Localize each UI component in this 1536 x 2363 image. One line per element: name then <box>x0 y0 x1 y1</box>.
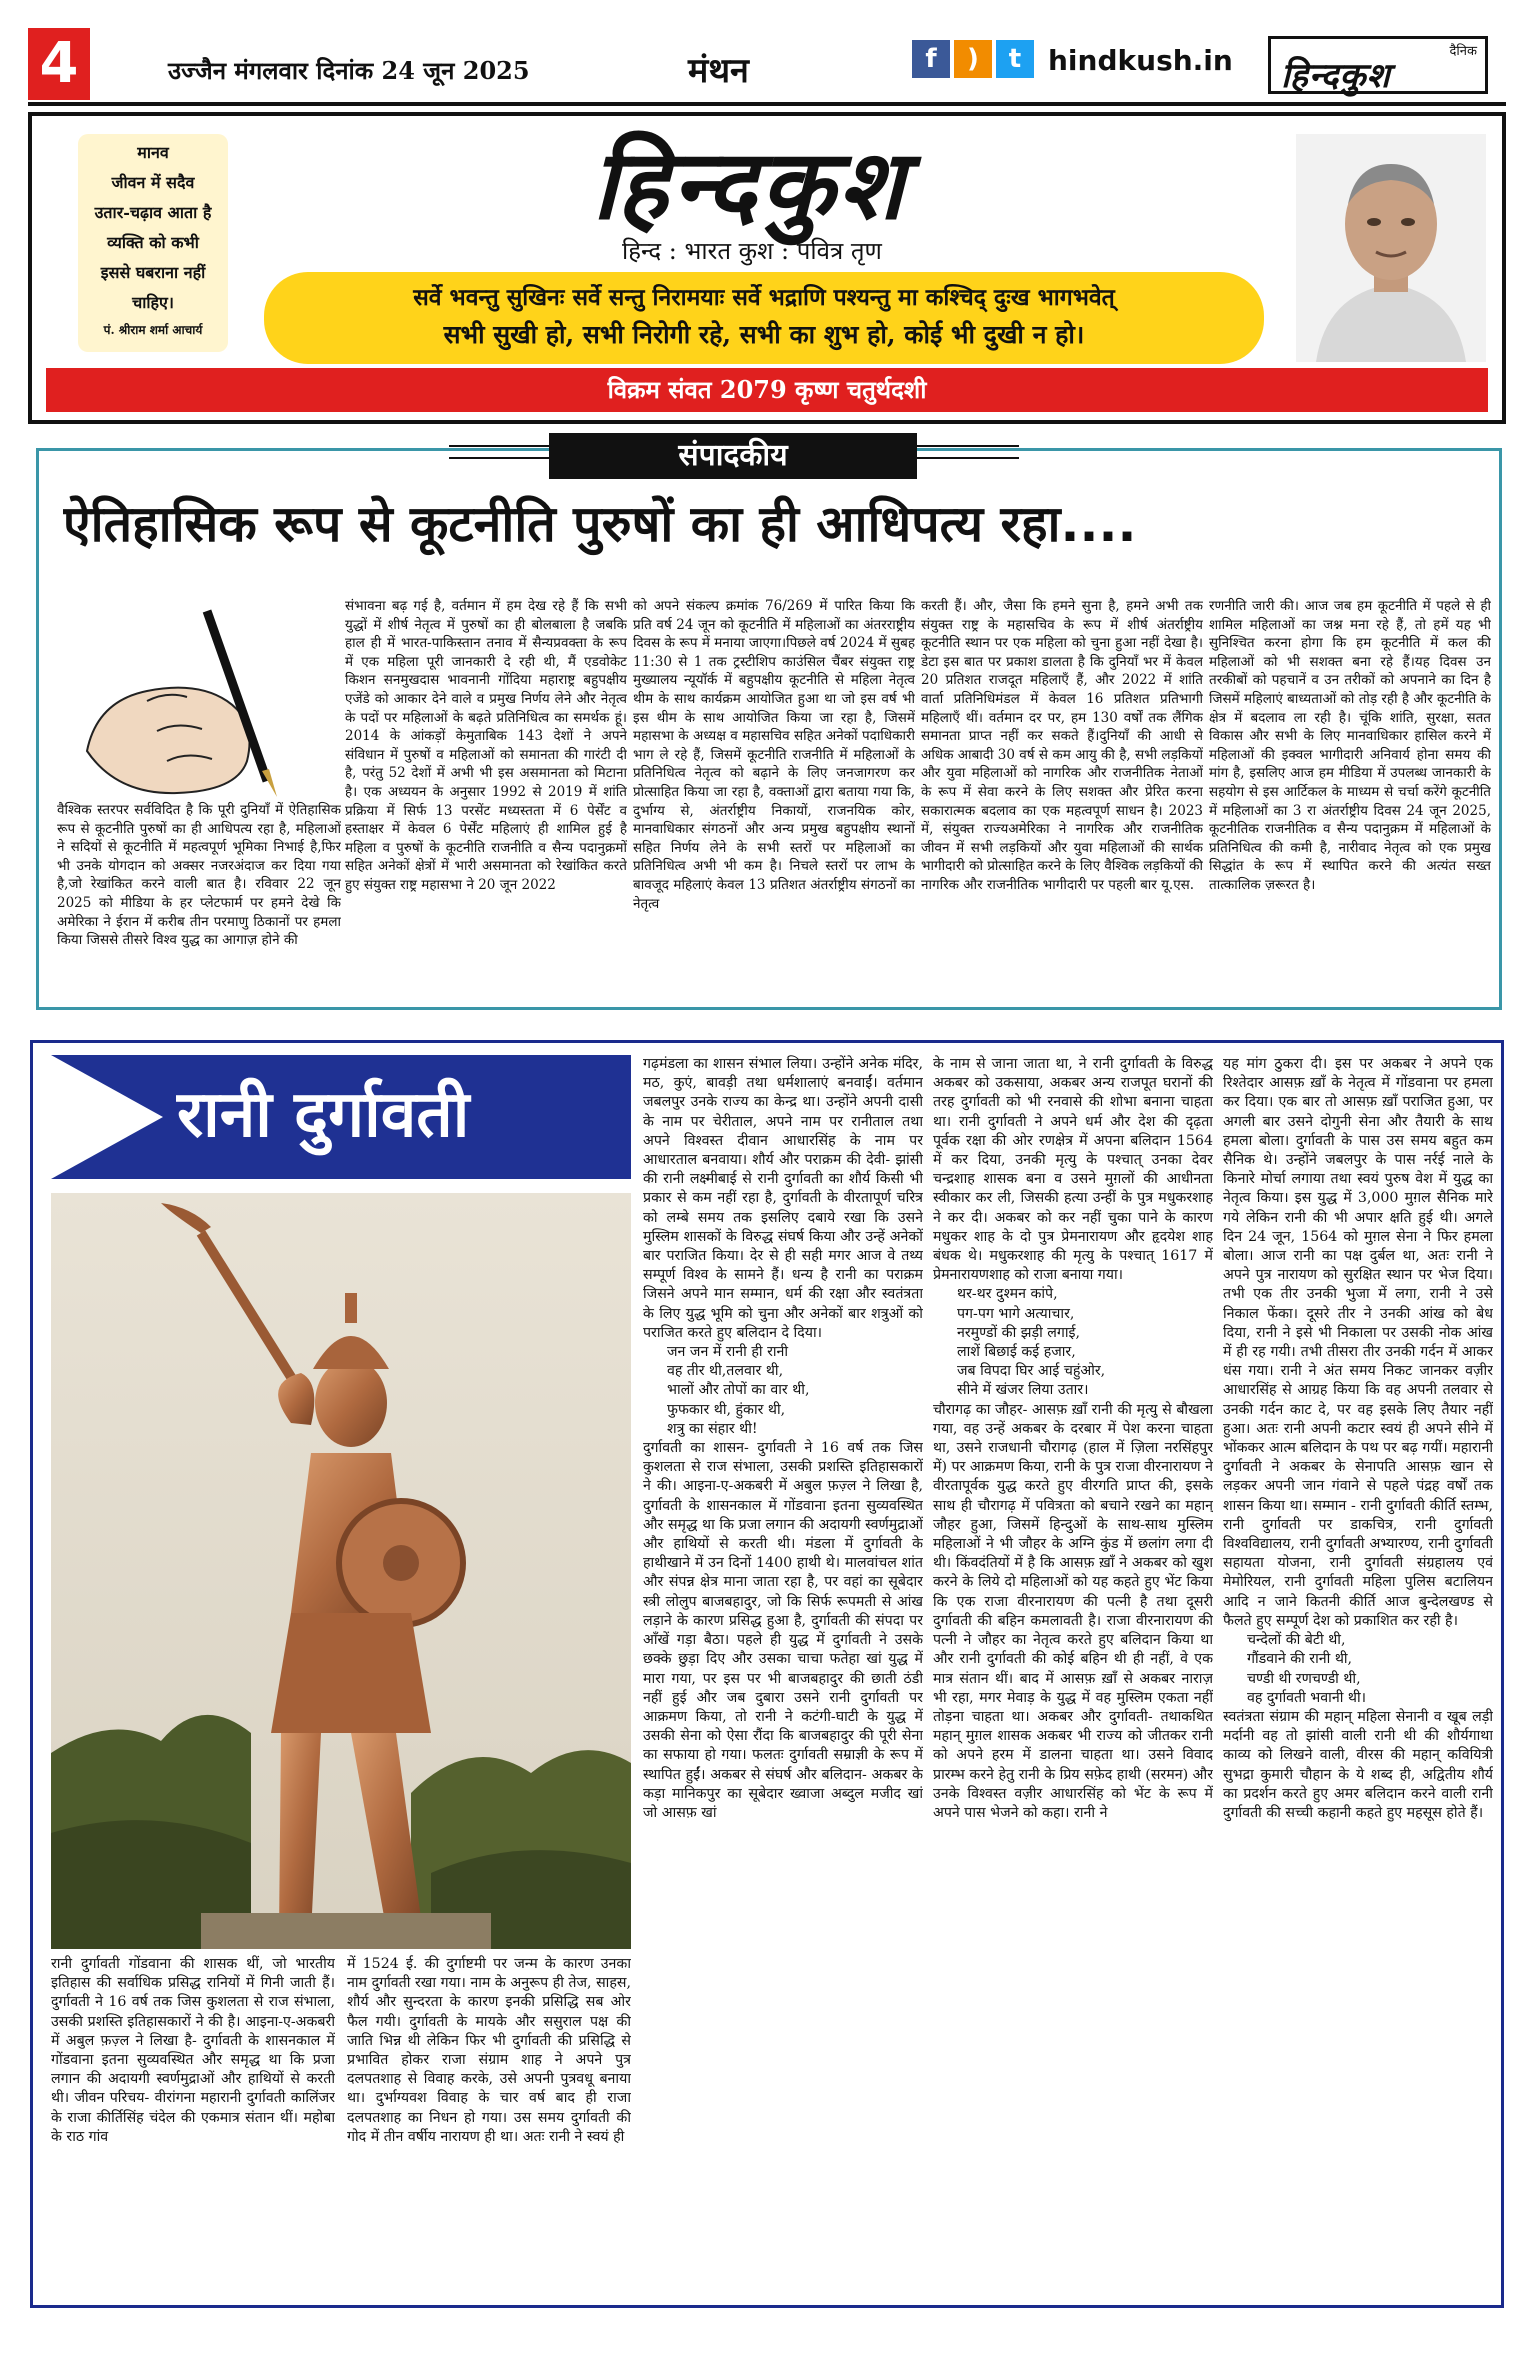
quote-box <box>78 134 228 352</box>
text-block: के नाम से जाना जाता था, ने रानी दुर्गावती के विरुद्ध अकबर को उकसाया, अकबर अन्य राजपूत घरानों की तरह दुर्गावती को भी रनवासे की शोभा बनाना चाहता था। रानी दुर्गावती ने अपने धर्म और देश की दृढ़ता पूर्वक रक्षा की ओर रणक्षेत्र में अपना बलिदान 1564 में कर दिया, उनकी मृत्यु के पश्चात् उनका देवर चन्द्रशाह शासक बना व उसने मुग़लों की आधीनता स्वीकार कर ली, जिसकी हत्या उन्हीं के पुत्र मधुकरशाह ने कर दी। अकबर को कर नहीं चुका पाने के कारण मधुकर शाह के दो पुत्र प्रेमनारायण और हृदयेश शाह बंधक थे। मधुकरशाह की मृत्यु के पश्चात् 1617 में प्रेमनारायणशाह को राजा बनाया गया। <box>933 1056 1213 1284</box>
quote-line: इससे घबराना नहीं <box>100 263 206 282</box>
rss-icon[interactable]: ) <box>954 40 992 78</box>
poem-line: लाशें बिछाई कई हजार, <box>957 1344 1076 1361</box>
feature-col-3 <box>643 1055 923 2303</box>
poem-stanza <box>643 1343 923 1439</box>
feature-col-1: रानी दुर्गावती गोंडवाना की शासक थीं, जो भारतीय इतिहास की सर्वाधिक प्रसिद्ध रानियों में गिनी जाती हैं। दुर्गावती ने 16 वर्ष तक जिस कुशलता से राज संभाला, उसकी प्रशस्ति इतिहासकारों ने की है। आइना-ए-अकबरी में अबुल फ़ज़्ल ने लिखा है- दुर्गावती के शासनकाल में गोंडवाना इतना सुव्यवस्थित और समृद्ध था कि प्रजा लगान की अदायगी स्वर्णमुद्राओं और हाथियों से करती थी। जीवन परिचय- वीरांगना महारानी दुर्गावती कालिंजर के राजा कीर्तिसिंह चंदेल की एकमात्र संतान थीं। महोबा के राठ गांव <box>51 1956 335 2145</box>
quote-line: जीवन में सदैव <box>111 173 195 192</box>
social-links <box>912 40 1034 78</box>
poem-line: सीने में खंजर लिया उतार। <box>957 1382 1089 1399</box>
shloka-banner <box>264 272 1264 364</box>
poem-line: चन्देलों की बेटी थी, <box>1247 1632 1346 1649</box>
feature-title: रानी दुर्गावती <box>177 1077 470 1152</box>
editorial-col-5: रणनीति जारी की। आज जब हम कूटनीति में पहले से ही शामिल महिलाओं का जश्न मना रहे हैं, तो हमें यह भी सुनिश्चित करना होगा कि हम कूटनीति में कल की महिलाओं को भी सशक्त बना रहे हैं।यह दिवस उन तरकीबों को पहचानें व उन तरीकों को अपनाने का दिन है जिसमें महिलाएं बाध्यताओं को तोड़ रही है और कूटनीति के क्षेत्र में बदलाव ला रही है। चूंकि शांति, सुरक्षा, सतत विकास और सभी के लिए मानवाधिकार हासिल करने में महिलाओं की इक्वल भागीदारी अनिवार्य होना समय की मांग है, इसलिए आज हम मीडिया में उपलब्ध जानकारी के सहयोग से इस आर्टिकल के माध्यम से चर्चा करेंगे कूटनीति में महिलाओं का 3 रा अंतर्राष्ट्रीय दिवस 24 जून 2025, कूटनीतिक राजनीतिक व सैन्य पदानुक्रम में महिलाओं के प्रतिनिधित्व की कमी है, नारीवाद नेतृत्व को एक प्रमुख सिद्धांत के रूप में स्थापित करने की अत्यंत सख्त तात्कालिक ज़रूरत है। <box>1209 598 1491 893</box>
poem-line: भालों और तोपों का वार थी, <box>667 1382 810 1399</box>
text-block: स्वतंत्रता संग्राम की महान् महिला सेनानी व खूब लड़ी मर्दानी वह तो झांसी वाली रानी थी की शौर्यगाथा काव्य को लिखने वाली, वीरस की महान् कवियित्री सुभद्रा कुमारी चौहान के ये शब्द ही, अद्वितीय शौर्य का प्रदर्शन करते हुए अमर बलिदान करने वाली रानी दुर्गावती की सच्ची कहानी कहते हुए महसूस होते हैं। <box>1223 1708 1493 1821</box>
poem-line: गौंडवाने की रानी थी, <box>1247 1651 1353 1668</box>
poem-line: चण्डी थी रणचण्डी थी, <box>1247 1670 1361 1687</box>
editorial-label: संपादकीय <box>549 433 917 479</box>
shloka-sanskrit: सर्वे भवन्तु सुखिनः सर्वे सन्तु निरामयाः सर्वे भद्राणि पश्यन्तु मा कश्चिद् दुःख भागभवेत् <box>413 284 1115 311</box>
rani-durgavati-feature <box>30 1040 1504 2308</box>
text-block: गढ़मंडला का शासन संभाल लिया। उन्होंने अनेक मंदिर, मठ, कुएं, बावड़ी तथा धर्मशालाएं बनवाईं। वर्तमान जबलपुर उनके राज्य का केन्द्र था। उन्होंने अपनी दासी के नाम पर चेरीताल, अपने नाम पर रानीताल तथा अपने विश्वस्त दीवान आधारसिंह के नाम पर आधारताल बनवाया। शौर्य और पराक्रम की देवी- झांसी की रानी लक्ष्मीबाई से रानी दुर्गावती का शौर्य किसी भी प्रकार से कम नहीं रहा है, दुर्गावती के वीरतापूर्ण चरित्र को लम्बे समय तक इसलिए दबाये रखा कि उसने मुस्लिम शासकों के विरुद्ध संघर्ष किया और उन्हें अनेकों बार पराजित किया। देर से ही सही मगर आज वे तथ्य सम्पूर्ण विश्व के सामने हैं। धन्य है रानी का पराक्रम जिसने अपने मान सम्मान, धर्म की रक्षा और स्वतंत्रता के लिए युद्ध भूमि को चुना और अनेकों बार शत्रुओं को पराजित करते हुए बलिदान दे दिया। <box>643 1056 923 1341</box>
section-name: मंथन <box>688 51 749 91</box>
mini-masthead-logo <box>1268 36 1488 94</box>
facebook-icon[interactable]: f <box>912 40 950 78</box>
page-header <box>28 28 1506 106</box>
poem-line: पग-पग भागे अत्याचार, <box>957 1305 1075 1322</box>
editorial-col-2: संभावना बढ़ गई है, वर्तमान में हम देख रहे हैं कि सभी युद्धों में शीर्ष नेतृत्व में पुरुषों का ही बोलबाला है जबकि हाल ही में भारत-पाकिस्तान तनाव में सैन्यप्रवक्ता के रूप में एक महिला पूरी जानकारी दे रही थी, मैं एडवोकेट किशन सनमुखदास भावनानी गोंदिया महाराष्ट्र बहुपक्षीय एजेंडे को आकार देने वाले व प्रमुख निर्णय लेने और नेतृत्व के पदों पर महिलाओं के बढ़ते प्रतिनिधित्व का समर्थक हूं।2014 के आंकड़ों केमुताबिक 143 देशों ने अपने संविधान में पुरुषों व महिलाओं को समानता की गारंटी दी है, परंतु 52 देशों में अभी भी इस असमानता को मिटाना है। एक अध्ययन के अनुसार 1992 से 2019 में शांति प्रक्रिया में सिर्फ 13 परसेंट मध्यस्तता में 6 पेर्सेंट व हस्ताक्षर में केवल 6 पेर्सेंट महिलाएं ही शामिल हुई है महिला व पुरुषों के कूटनीति राजनीति व सैन्य पदानुक्रमों सहित अनेकों क्षेत्रों में भारी असमानता को रेखांकित करते हुए संयुक्त राष्ट्र महासभा ने 20 जून 2022 <box>345 598 627 893</box>
editorial-col-4: करती हैं। और, जैसा कि हमने सुना है, हमने अभी तक संयुक्त राष्ट्र के महासचिव के रूप में शीर्ष अंतर्राष्ट्रीय कूटनीति स्थान पर एक महिला को चुना हुआ नहीं देखा है।डेटा इस बात पर प्रकाश डालता है कि दुनियाँ भर में केवल 20 प्रतिशत राजदूत महिलाएँ हैं, और 2022 में शांति वार्ता प्रतिनिधिमंडल में केवल 16 प्रतिशत प्रतिभागी महिलाएँ थीं। वर्तमान दर पर, हम 130 वर्षों तक लैंगिक समानता प्राप्त नहीं कर सकते हैं।दुनियाँ की आधी से अधिक आबादी 30 वर्ष से कम आयु की है, सभी लड़कियों और युवा महिलाओं को नागरिक और राजनीतिक नेताओं के रूप में सेवा करने के लिए सशक्त और प्रेरित करना सकारात्मक बदलाव का एक महत्वपूर्ण साधन है। 2023 में, संयुक्त राज्यअमेरिका ने नागरिक और राजनीतिक जीवन में सभी लड़कियों और युवा महिलाओं की सार्थक भागीदारी को प्रोत्साहित करने के लिए वैश्विक लड़कियों की नागरिक और राजनीतिक भागीदारी पर पहली बार यू.एस. <box>921 598 1203 893</box>
editorial-col-3: को अपने संकल्प क्रमांक 76/269 में पारित किया कि प्रति वर्ष 24 जून को कूटनीति में महिलाओं का अंतरराष्ट्रीय दिवस के रूप में मनाया जाएगा।पिछले वर्ष 2024 में सुबह 11:30 से 1 तक ट्रस्टीशिप काउंसिल चैंबर संयुक्त राष्ट्र मुख्यालय न्यूयॉर्क में बहुपक्षीय कूटनीति से महिला नेतृत्व थीम के साथ कार्यक्रम आयोजित हुआ था जो इस वर्ष भी इस थीम के साथ आयोजित किया जा रहा है, जिसमें महासभा के अध्यक्ष व महासचिव सहित अनेकों पदाधिकारी भाग ले रहे हैं, जिसमें कूटनीति राजनीति में महिलाओं के प्रतिनिधित्व नेतृत्व को बढ़ाने के लिए जनजागरण कर प्रोत्साहित किया जा रहा है, वक्ताओं द्वारा बताया गया कि, दुर्भाग्य से, अंतर्राष्ट्रीय निकायों, राजनयिक कोर, मानवाधिकार संगठनों और अन्य प्रमुख बहुपक्षीय स्थानों सहित निर्णय लेने के सभी स्तरों पर महिलाओं का प्रतिनिधित्व अभी भी कम है। निचले स्तरों पर लाभ के बावजूद महिलाएं केवल 13 प्रतिशत अंतर्राष्ट्रीय संगठनों का नेतृत्व <box>633 598 915 912</box>
poem-line: जन जन में रानी ही रानी <box>667 1344 789 1361</box>
quote-line: उतार-चढ़ाव आता है <box>94 203 212 222</box>
poem-line: जब विपदा घिर आई चहुंओर, <box>957 1363 1106 1380</box>
vikram-samvat-strip: विक्रम संवत 2079 कृष्ण चतुर्थदशी <box>46 368 1488 412</box>
logo-subtitle: हिन्द : भारत कुश : पवित्र तृण <box>622 237 882 265</box>
founder-portrait <box>1296 134 1486 362</box>
website-link[interactable]: hindkush.in <box>1048 44 1233 77</box>
text-block: दुर्गावती का शासन- दुर्गावती ने 16 वर्ष तक जिस कुशलता से राज संभाला, उसकी प्रशस्ति इतिहासकारों ने की। आइना-ए-अकबरी में अबुल फ़ज़्ल ने लिखा है, दुर्गावती के शासनकाल में गोंडवाना इतना सुव्यवस्थित और समृद्ध था कि प्रजा लगान की अदायगी स्वर्णमुद्राओं और हाथियों से करती थी। मंडला में दुर्गावती के हाथीखाने में उन दिनों 1400 हाथी थे। मालवांचल शांत और संपन्न क्षेत्र माना जाता रहा है, पर वहां का सूबेदार स्त्री लोलुप बाजबहादुर, जो कि सिर्फ रूपमती से आंख लड़ाने के कारण प्रसिद्ध हुआ है, दुर्गावती की संपदा पर आँखें गड़ा बैठा। पहले ही युद्ध में दुर्गावती ने उसके छक्के छुड़ा दिए और उसका चाचा फतेहा खां युद्ध में मारा गया, पर इस पर भी बाजबहादुर की छाती ठंडी नहीं हुई और जब दुबारा उसने रानी दुर्गावती पर आक्रमण किया, तो रानी ने कटंगी-घाटी के युद्ध में उसकी सेना को ऐसा रौंदा कि बाजबहादुर की पूरी सेना का सफाया हो गया। फलतः दुर्गावती सम्राज्ञी के रूप में स्थापित हुईं। अकबर से संघर्ष और बलिदान- अकबर के कड़ा मानिकपुर का सूबेदार ख्वाजा अब्दुल मजीद खां जो आसफ़ खां <box>643 1440 923 1821</box>
mini-masthead-name: हिन्दकुश <box>1281 56 1391 96</box>
text-block: चौरागढ़ का जौहर- आसफ़ ख़ाँ रानी की मृत्यु से बौखला गया, वह उन्हें अकबर के दरबार में पेश करना चाहता था, उसने राजधानी चौरागढ़ (हाल में ज़िला नरसिंहपुर में) पर आक्रमण किया, रानी के पुत्र राजा वीरनारायण ने वीरतापूर्वक युद्ध करते हुए वीरगति प्राप्त की, इसके साथ ही चौरागढ़ में पवित्रता को बचाने रखने का महान् जौहर हुआ, जिसमें हिन्दुओं के साथ-साथ मुस्लिम महिलाओं ने भी जौहर के अग्नि कुंड में छलांग लगा दी थी। किंवदंतियों में है कि आसफ़ ख़ाँ ने अकबर को खुश करने के लिये दो महिलाओं को यह कहते हुए भेंट किया कि एक राजा वीरनारायण की पत्नी है तथा दूसरी दुर्गावती की बहिन कमलावती है। राजा वीरनारायण की पत्नी ने जौहर का नेतृत्व करते हुए बलिदान किया था और रानी दुर्गावती की कोई बहिन थी ही नहीं, वे एक मात्र संतान थीं। बाद में आसफ़ ख़ाँ से अकबर नाराज़ भी रहा, मगर मेवाड़ के युद्ध में वह मुस्लिम एकता नहीं तोड़ना चाहता था। अकबर और दुर्गावती- तथाकथित महान् मुग़ल शासक अकबर भी राज्य को जीतकर रानी को अपने हरम में डालना चाहता था। उसने विवाद प्रारम्भ करने हेतु रानी के प्रिय सफ़ेद हाथी (सरमन) और उनके विश्वस्त वज़ीर आधारसिंह को भेंट के रूप में अपने पास भेजने को कहा। रानी ने <box>933 1401 1213 1821</box>
editorial-col-1: वैश्विक स्तरपर सर्वविदित है कि पूरी दुनियाँ में ऐतिहासिक रूप से कूटनीति पुरुषों का ही आधिपत्य रहा है, महिलाओं ने सदियों से कूटनीति में महत्वपूर्ण भूमिका निभाई है,फिर भी उनके योगदान को अक्सर नजरअंदाज कर दिया गया है,जो रेखांकित करने वाली बात है। रविवार 22 जून 2025 को मीडिया के हर प्लेटफार्म पर हमने देखे कि अमेरिका ने ईरान में करीब तीन परमाणु ठिकानों पर हमला किया जिससे तीसरे विश्व युद्ध का आगाज़ होने की <box>57 802 341 949</box>
feature-title-banner <box>51 1055 631 1179</box>
poem-line: शत्रु का संहार थी! <box>667 1420 758 1437</box>
durgavati-statue-photo <box>51 1193 631 1949</box>
feature-col-4 <box>933 1055 1213 2303</box>
poem-line: नरमुण्डों की झड़ी लगाई, <box>957 1324 1081 1341</box>
poem-line: वह दुर्गावती भवानी थी। <box>1247 1689 1366 1706</box>
text-block: यह मांग ठुकरा दी। इस पर अकबर ने अपने एक रिश्तेदार आसफ़ ख़ाँ के नेतृत्व में गोंडवाना पर हमला कर दिया। एक बार तो आसफ़ ख़ाँ पराजित हुआ, पर अगली बार उसने दोगुनी सेना और तैयारी के साथ हमला बोला। दुर्गावती के पास उस समय बहुत कम सैनिक थे। उन्होंने जबलपुर के पास नर्रई नाले के किनारे मोर्चा लगाया तथा स्वयं पुरुष वेश में युद्ध का नेतृत्व किया। इस युद्ध में 3,000 मुग़ल सैनिक मारे गये लेकिन रानी की भी अपार क्षति हुई थी। अगले दिन 24 जून, 1564 को मुग़ल सेना ने फिर हमला बोला। आज रानी का पक्ष दुर्बल था, अतः रानी ने अपने पुत्र नारायण को सुरक्षित स्थान पर भेज दिया। तभी एक तीर उनकी भुजा में लगा, रानी ने उसे निकाल फेंका। दूसरे तीर ने उनकी आंख को बेध दिया, रानी ने इसे भी निकाला पर उसकी नोक आंख में ही रह गयी। तभी तीसरा तीर उनकी गर्दन में आकर धंस गया। रानी ने अंत समय निकट जानकर वज़ीर आधारसिंह से आग्रह किया कि वह अपनी तलवार से उनकी गर्दन काट दे, पर वह इसके लिए तैयार नहीं हुआ। अतः रानी अपनी कटार स्वयं ही अपने सीने में भोंककर आत्म बलिदान के पथ पर बढ़ गयीं। महारानी दुर्गावती ने अकबर के सेनापति आसफ़ खान से लड़कर अपनी जान गंवाने से पहले पंद्रह वर्षों तक शासन किया था। सम्मान - रानी दुर्गावती कीर्ति स्तम्भ, रानी दुर्गावती पर डाकचित्र, रानी दुर्गावती विश्वविद्यालय, रानी दुर्गावती अभ्यारण्य, रानी दुर्गावती सहायता योजना, रानी दुर्गावती संग्रहालय एवं मेमोरियल, रानी दुर्गावती महिला पुलिस बटालियन आदि न जाने कितनी कीर्ति आज बुन्देलखण्ड से फैलते हुए सम्पूर्ण देश को प्रकाशित कर रही है। <box>1223 1056 1493 1629</box>
poem-line: फुफकार थी, हुंकार थी, <box>667 1401 786 1418</box>
feature-col-2: में 1524 ई. की दुर्गाष्टमी पर जन्म के कारण उनका नाम दुर्गावती रखा गया। नाम के अनुरूप ही तेज, साहस, शौर्य और सुन्दरता के कारण इनकी प्रसिद्धि सब ओर फैल गयी। दुर्गावती के मायके और ससुराल पक्ष की जाति भिन्न थी लेकिन फिर भी दुर्गावती की प्रसिद्धि से प्रभावित होकर राजा संग्राम शाह ने अपने पुत्र दलपतशाह से विवाह करके, उसे अपनी पुत्रवधू बनाया था। दुर्भाग्यवश विवाह के चार वर्ष बाद ही राजा दलपतशाह का निधन हो गया। उस समय दुर्गावती की गोद में तीन वर्षीय नारायण ही था। अतः रानी ने स्वयं ही <box>347 1956 631 2145</box>
poem-stanza <box>933 1285 1213 1400</box>
newspaper-logo: हिन्दकुश <box>592 128 908 241</box>
quote-line: चाहिए। <box>132 293 174 312</box>
masthead <box>28 112 1506 424</box>
page-number: 4 <box>28 28 90 100</box>
mini-masthead-tag: दैनिक <box>1449 44 1477 59</box>
quote-author: पं. श्रीराम शर्मा आचार्य <box>103 323 203 337</box>
dateline: उज्जैन मंगलवार दिनांक 24 जून 2025 <box>168 56 530 85</box>
twitter-icon[interactable]: t <box>996 40 1034 78</box>
feature-col-5 <box>1223 1055 1493 2303</box>
arrow-icon <box>51 1055 163 1179</box>
poem-stanza <box>1223 1631 1493 1708</box>
shloka-hindi: सभी सुखी हो, सभी निरोगी रहे, सभी का शुभ हो, कोई भी दुखी न हो। <box>443 320 1085 349</box>
editorial-headline: ऐतिहासिक रूप से कूटनीति पुरुषों का ही आधिपत्य रहा.... <box>63 495 1137 553</box>
quote-line: मानव <box>137 143 169 162</box>
editorial-section <box>36 438 1502 1010</box>
quote-line: व्यक्ति को कभी <box>107 233 199 252</box>
poem-line: थर-थर दुश्मन कांपे, <box>957 1286 1058 1303</box>
poem-line: वह तीर थी,तलवार थी, <box>667 1363 784 1380</box>
hand-writing-pen-illustration <box>57 601 317 801</box>
